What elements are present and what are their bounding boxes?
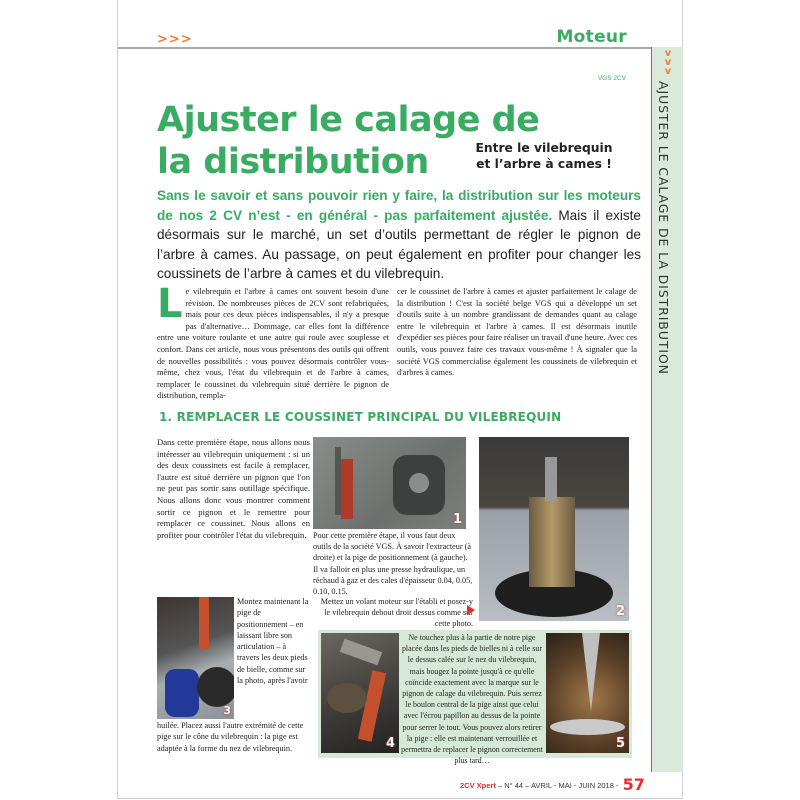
red-tool-image <box>341 459 353 519</box>
photo-pige-mounted <box>321 633 399 753</box>
pulley-rim-image <box>550 719 625 735</box>
article-lead <box>157 186 641 284</box>
magazine-name: 2CV Xpert <box>460 781 496 790</box>
crank-image <box>529 497 575 587</box>
body-column-2: cer le coussinet de l'arbre à cames et ajuster parfaitement le calage de la distribution ! C'est la société belge VGS qui a développé un set d'outils suite à un nombre grandissant de demandes quant au calage entre le vilebrequin et l'arbre à cames. Il est désormais inutile d'expédier ses pièces pour faire réaliser un travail d'une heure. Avec ces outils, vous pouvez faire ces travaux vous-même ! À signaler que la société VGS commercialise également les coussinets de vilebrequin et d'arbres à cames. <box>397 287 637 378</box>
cone-pointer-image <box>582 633 600 711</box>
caption-1: Pour cette première étape, il vous faut deux outils de la société VGS. À savoir l'extracteur (à droite) et la pige de positionnement (à gauche). Il va falloir en plus une presse hydraulique, un réchaud à gaz et des cales d'épaisseur 0.04, 0.05, 0.10, 0.15. <box>313 531 473 597</box>
subtitle-line-2: et l’arbre à cames ! <box>476 157 612 171</box>
caption-3-below: huilée. Placez aussi l'autre extrémité de cette pige sur le cône du vilebrequin : la pige est adaptée à la forme du nez de vilebrequin. <box>157 721 304 753</box>
side-banner <box>651 47 683 772</box>
issue-info: – N° 44 – AVRIL - MAI - JUIN 2018 - <box>495 781 621 790</box>
photo-number-5: 5 <box>615 736 625 751</box>
pointer-arrow-icon <box>467 605 475 615</box>
subtitle-line-1: Entre le vilebrequin <box>475 141 613 155</box>
side-chevrons-icon: v v v <box>664 48 672 77</box>
kicker: VGS 2CV <box>597 75 626 82</box>
red-rod-image <box>199 597 209 649</box>
extractor-image <box>393 455 445 515</box>
body-column-1 <box>157 281 389 402</box>
header-chevrons: >>> <box>157 32 193 47</box>
caption-box-text: Ne touchez plus à la partie de notre pige placée dans les pieds de bielles ni à celle sur le dessus calée sur le nez du vilebrequin, mais bougez la pointe jusqu'à ce qu'elle coïncide exactement avec la marque sur le pignon de calage du vilebrequin. Puis serrez le boulon central de la pige ainsi que celui avec l'écrou papillon au dessus de la pointe pour serrer le tout. Vous pouvez alors retirer la pige : elle est maintenant verrouillée et permettra de replacer le pignon correctement plus tard… <box>401 633 543 766</box>
photo-number-1: 1 <box>452 512 462 527</box>
blue-oilcan-image <box>165 669 199 717</box>
section-intro: Dans cette première étape, nous allons nous intéresser au vilebrequin uniquement : si un des deux coussinets est facile à remplacer, l'autre est situé derrière un pignon que l'on ne peut pas sortir sans outillage spécifique. Nous allons donc vous montrer comment sortir ce pignon et le remettre pour remplacer ce coussinet. Nous allons en profiter pour contrôler l'état du vilebrequin. <box>157 437 310 540</box>
article-subtitle <box>455 140 633 172</box>
caption-2: Mettez un volant moteur sur l'établi et posez-y le vilebrequin debout droit dessus comme sur cette photo. <box>320 597 473 629</box>
photo-number-2: 2 <box>615 604 625 619</box>
shaft-image <box>545 457 557 501</box>
lead-highlight: Sans le savoir et sans pouvoir rien y faire, la distribution sur les moteurs de nos 2 CV n’est - en général - pas parfaitement ajustée. <box>157 188 641 223</box>
grey-tool-image <box>335 447 341 515</box>
section-rubrique: Moteur <box>556 27 627 47</box>
section-heading: 1. REMPLACER LE COUSSINET PRINCIPAL DU VILEBREQUIN <box>159 410 562 424</box>
photo-number-4: 4 <box>385 736 395 751</box>
flywheel-image-3 <box>197 667 234 707</box>
article-title: Ajuster le calage de la distribution <box>157 100 540 182</box>
photo-gear-mark <box>546 633 629 753</box>
gear-image-4 <box>327 683 367 713</box>
lead-rest: Mais il existe désormais sur le marché, un set d’outils permettant de régler le pignon de l’arbre à cames. Au passage, on peut également en profiter pour changer les coussinets de l’arbre à cames et du vilebrequin. <box>157 207 641 281</box>
header-rule <box>118 47 651 49</box>
side-title: AJUSTER LE CALAGE DE LA DISTRIBUTION <box>656 81 671 375</box>
caption-3-side: Montez maintenant la pige de positionnement – en laissant libre son articulation – à travers les deux pieds de bielle, comme sur la photo, après l'avoir <box>237 597 309 686</box>
drop-cap: L <box>157 281 183 327</box>
photo-number-3: 3 <box>223 704 231 717</box>
pige-arm-image <box>340 639 382 666</box>
page-footer <box>460 775 645 794</box>
photo-pige <box>157 597 234 719</box>
body-text-1: e vilebrequin et l'arbre à cames ont souvent besoin d'une révision. De nombreuses pièces de 2CV sont refabriquées, mais pour ces deux pièces indispensables, il n'y a presque pas d'alternative… Dommage, car elles font la différence entre une voiture roulante et une autre qui roule avec souplesse et confort. Dans cet article, nous vous présentons des outils qui offrent de nouvelles possibilités : vous pouvez désormais contrôler vous-même, chez vous, l'état du vilebrequin et de l'arbre à cames, remplacer le coussinet du vilebrequin situé derrière le pignon de distribution, rempla- <box>157 287 389 401</box>
extractor-hole <box>409 473 429 493</box>
photo-crankshaft <box>479 437 629 621</box>
photo-tools <box>313 437 466 529</box>
page-number: 57 <box>622 775 645 794</box>
